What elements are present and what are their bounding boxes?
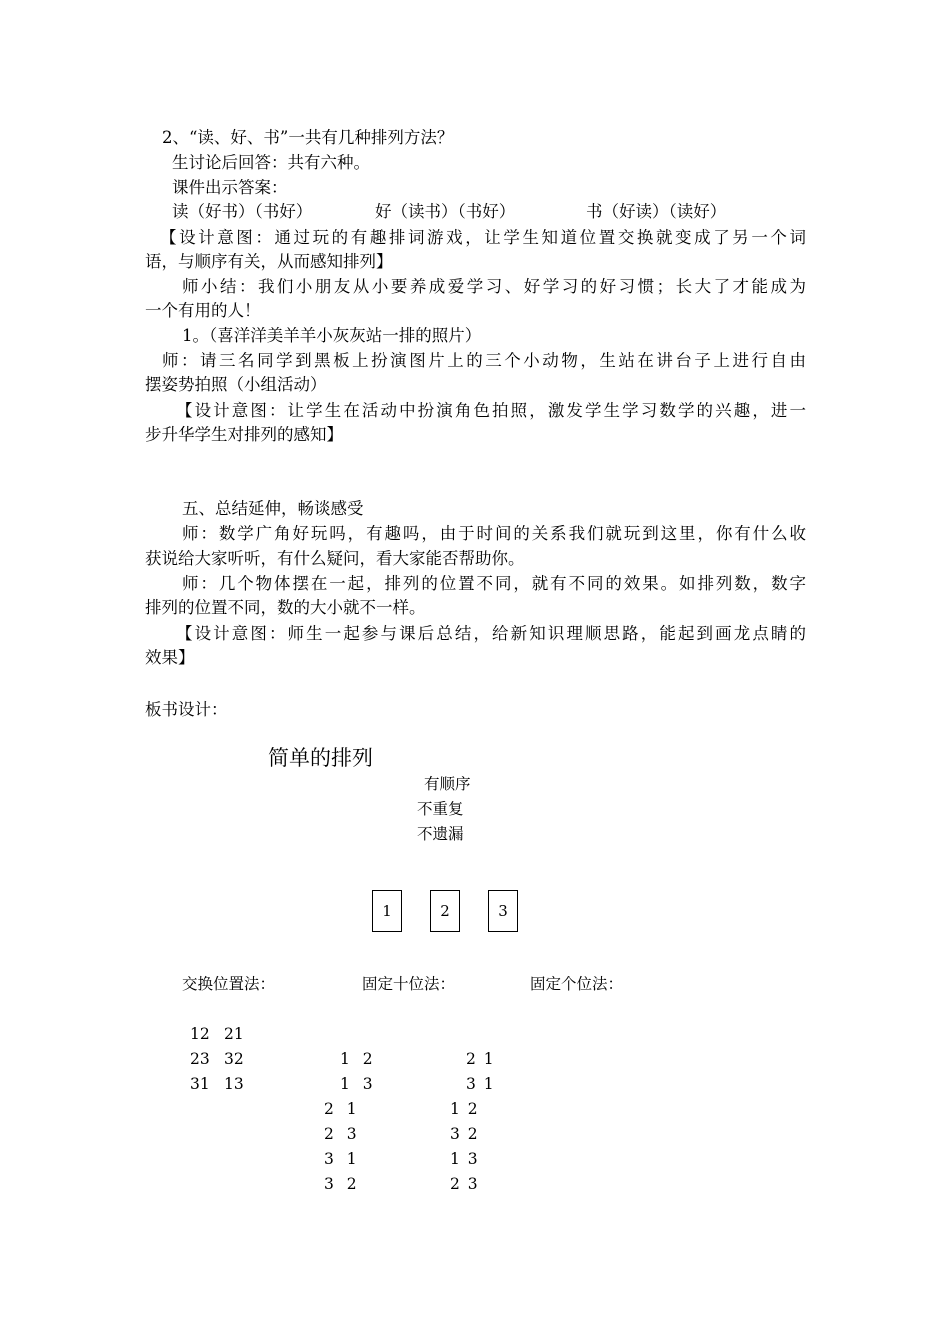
item-1-photo: 1。（喜洋洋美羊羊小灰灰站一排的照片） [182, 326, 482, 345]
swap-row-2-b: 32 [224, 1050, 244, 1068]
teacher-summary-line1: 师小结：我们小朋友从小要养成爱学习、好学习的好习惯；长大了才能成为 [182, 277, 806, 296]
rule-no-omission: 不遗漏 [417, 825, 464, 843]
fix-ones-bottom-3: 1 3 [450, 1150, 478, 1168]
fix-ones-bottom-4: 2 3 [450, 1175, 478, 1193]
number-card-1: 1 [372, 890, 402, 932]
combo-1: 读（好书）（书好） [172, 202, 313, 221]
design-intent-1-line2: 语，与顺序有关，从而感知排列】 [145, 252, 393, 271]
fix-ones-top-1: 2 1 [466, 1050, 494, 1068]
teacher-activity-line1: 师：请三名同学到黑板上扮演图片上的三个小动物，生站在讲台子上进行自由 [162, 351, 806, 370]
swap-row-3-a: 31 [190, 1075, 210, 1093]
combo-3: 书（好读）（读好） [586, 202, 727, 221]
method-swap-label: 交换位置法： [182, 975, 276, 993]
teacher-conclusion-line1: 师：几个物体摆在一起，排列的位置不同，就有不同的效果。如排列数，数字 [182, 574, 806, 593]
teacher-reflection-line1: 师：数学广角好玩吗，有趣吗，由于时间的关系我们就玩到这里，你有什么收 [182, 524, 806, 543]
teacher-conclusion-line2: 排列的位置不同，数的大小就不一样。 [145, 598, 426, 617]
fix-ones-top-2: 3 1 [466, 1075, 494, 1093]
fix-tens-bottom-3: 3 1 [324, 1150, 357, 1168]
swap-row-2-a: 23 [190, 1050, 210, 1068]
fix-tens-bottom-2: 2 3 [324, 1125, 357, 1143]
board-title: 简单的排列 [268, 746, 373, 770]
teacher-activity-line2: 摆姿势拍照（小组活动） [145, 375, 327, 394]
method-fix-ones-label: 固定个位法： [530, 975, 624, 993]
swap-row-1-b: 21 [224, 1025, 244, 1043]
design-intent-3-line2: 效果】 [145, 648, 195, 667]
rule-ordered: 有顺序 [424, 775, 471, 793]
fix-tens-bottom-4: 3 2 [324, 1175, 357, 1193]
design-intent-3-line1: 【设计意图：师生一起参与课后总结，给新知识理顺思路，能起到画龙点睛的 [176, 624, 806, 643]
fix-tens-top-1: 1 2 [340, 1050, 373, 1068]
section-5-heading: 五、总结延伸，畅谈感受 [182, 499, 364, 518]
number-card-3: 3 [488, 890, 518, 932]
board-design-label: 板书设计： [145, 700, 228, 719]
fix-ones-bottom-2: 3 2 [450, 1125, 478, 1143]
fix-ones-bottom-1: 1 2 [450, 1100, 478, 1118]
question-2: 2、“读、好、书”一共有几种排列方法？ [162, 128, 454, 147]
teacher-summary-line2: 一个有用的人！ [145, 301, 261, 320]
rule-no-repeat: 不重复 [417, 800, 464, 818]
fix-tens-top-2: 1 3 [340, 1075, 373, 1093]
swap-row-1-a: 12 [190, 1025, 210, 1043]
swap-row-3-b: 13 [224, 1075, 244, 1093]
answer-discuss: 生讨论后回答：共有六种。 [172, 153, 370, 172]
teacher-reflection-line2: 获说给大家听听，有什么疑问，看大家能否帮助你。 [145, 549, 525, 568]
answer-show: 课件出示答案： [172, 178, 288, 197]
fix-tens-bottom-1: 2 1 [324, 1100, 357, 1118]
design-intent-2-line2: 步升华学生对排列的感知】 [145, 425, 343, 444]
design-intent-2-line1: 【设计意图：让学生在活动中扮演角色拍照，激发学生学习数学的兴趣，进一 [176, 401, 806, 420]
number-card-2: 2 [430, 890, 460, 932]
combo-2: 好（读书）（书好） [375, 202, 516, 221]
method-fix-tens-label: 固定十位法： [362, 975, 456, 993]
design-intent-1-line1: 【设计意图：通过玩的有趣排词游戏，让学生知道位置交换就变成了另一个词 [160, 228, 806, 247]
